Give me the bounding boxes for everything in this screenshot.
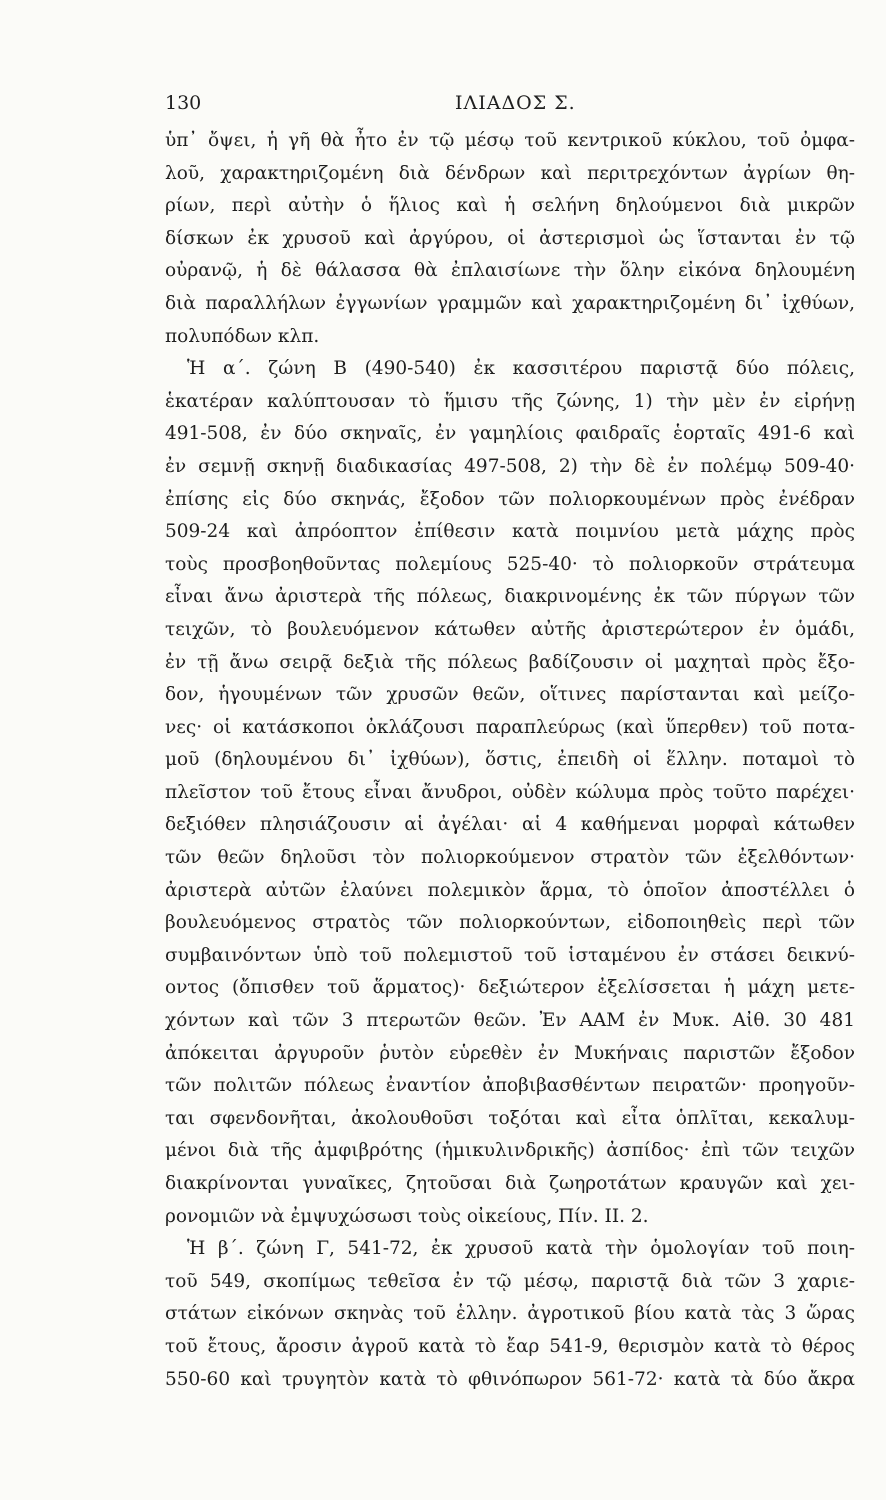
text-line: ρονομιῶν νὰ ἐμψυχώσωσι τοὺς οἰκείους, Πίν. ΙΙ. 2. [165,1205,649,1227]
text-line: τειχῶν, τὸ βουλευόμενον κάτωθεν αὐτῆς ἀριστερώτερον ἐν ὁμάδι, [165,618,855,640]
text-line: 491-508, ἐν δύο σκηναῖς, ἐν γαμηλίοις φαιδραῖς ἑορταῖς 491-6 καὶ [165,423,855,445]
body-text [165,125,855,1396]
text-line: μοῦ (δηλουμένου δι᾽ ἰχθύων), ὅστις, ἐπειδὴ οἱ ἕλλην. ποταμοὶ τὸ [165,749,855,771]
text-line: τῶν θεῶν δηλοῦσι τὸν πολιορκούμενον στρατὸν τῶν ἐξελθόντων· [165,847,855,869]
text-line: νες· οἱ κατάσκοποι ὀκλάζουσι παραπλεύρως (καὶ ὕπερθεν) τοῦ ποτα- [165,716,855,738]
text-line: ἀριστερὰ αὐτῶν ἐλαύνει πολεμικὸν ἅρμα, τὸ ὁποῖον ἀποστέλλει ὁ [165,879,855,901]
running-head [165,92,855,124]
text-line: στάτων εἰκόνων σκηνὰς τοῦ ἑλλην. ἀγροτικοῦ βίου κατὰ τὰς 3 ὥρας [165,1303,855,1325]
text-line: τοῦ 549, σκοπίμως τεθεῖσα ἐν τῷ μέσῳ, παριστᾷ διὰ τῶν 3 χαριε- [165,1270,855,1292]
text-line: βουλευόμενος στρατὸς τῶν πολιορκούντων, εἰδοποιηθεὶς περὶ τῶν [165,912,855,934]
text-line: εἶναι ἄνω ἀριστερὰ τῆς πόλεως, διακρινομένης ἐκ τῶν πύργων τῶν [165,586,855,608]
text-line: δεξιόθεν πλησιάζουσιν αἱ ἀγέλαι· αἱ 4 καθήμεναι μορφαὶ κάτωθεν [165,814,855,836]
text-line: διὰ παραλλήλων ἐγγωνίων γραμμῶν καὶ χαρακτηριζομένη δι᾽ ἰχθύων, [165,292,855,314]
running-title: ΙΛΙΑΔΟΣ Σ. [455,92,576,114]
text-line: 509-24 καὶ ἀπρόοπτον ἐπίθεσιν κατὰ ποιμνίου μετὰ μάχης πρὸς [165,521,855,543]
text-line: διακρίνονται γυναῖκες, ζητοῦσαι διὰ ζωηροτάτων κραυγῶν καὶ χει- [165,1173,855,1194]
paragraph-start-line: Ἡ α΄. ζώνη Β (490-540) ἐκ κασσιτέρου παριστᾷ δύο πόλεις, [187,358,855,380]
text-line: τῶν πολιτῶν πόλεως ἐναντίον ἀποβιβασθέντων πειρατῶν· προηγοῦν- [165,1075,855,1097]
text-line: τοὺς προσβοηθοῦντας πολεμίους 525-40· τὸ πολιορκοῦν στράτευμα [165,553,855,575]
text-line: πολυπόδων κλπ. [165,325,320,347]
page-number: 130 [165,92,202,114]
text-line: ἐπίσης εἰς δύο σκηνάς, ἔξοδον τῶν πολιορκουμένων πρὸς ἐνέδραν [165,488,855,510]
paragraph-start-line: Ἡ β΄. ζώνη Γ, 541-72, ἐκ χρυσοῦ κατὰ τὴν ὁμολογίαν τοῦ ποιη- [187,1238,855,1260]
text-line: δον, ἡγουμένων τῶν χρυσῶν θεῶν, οἵτινες παρίστανται καὶ μείζο- [165,684,855,706]
text-line: χόντων καὶ τῶν 3 πτερωτῶν θεῶν. Ἐν ΑΑΜ ἐν Μυκ. Αἰθ. 30 481 [165,1010,855,1032]
text-line: τοῦ ἔτους, ἄροσιν ἀγροῦ κατὰ τὸ ἔαρ 541-9, θερισμὸν κατὰ τὸ θέρος [165,1335,855,1357]
text-line: δίσκων ἐκ χρυσοῦ καὶ ἀργύρου, οἱ ἀστερισμοὶ ὡς ἵστανται ἐν τῷ [165,227,855,249]
text-line: ἑκατέραν καλύπτουσαν τὸ ἥμισυ τῆς ζώνης, 1) τὴν μὲν ἐν εἰρήνῃ [165,390,855,412]
text-line: ται σφενδονῆται, ἀκολουθοῦσι τοξόται καὶ εἶτα ὁπλῖται, κεκαλυμ- [165,1107,855,1129]
text-line: μένοι διὰ τῆς ἀμφιβρότης (ἡμικυλινδρικῆς) ἀσπίδος· ἐπὶ τῶν τειχῶν [165,1140,855,1162]
text-line: 550-60 καὶ τρυγητὸν κατὰ τὸ φθινόπωρον 561-72· κατὰ τὰ δύο ἄκρα [165,1368,855,1390]
text-line: οντος (ὄπισθεν τοῦ ἅρματος)· δεξιώτερον ἐξελίσσεται ἡ μάχη μετε- [165,977,855,999]
text-line: λοῦ, χαρακτηριζομένη διὰ δένδρων καὶ περιτρεχόντων ἀγρίων θη- [165,162,855,184]
text-line: οὐρανῷ, ἡ δὲ θάλασσα θὰ ἐπλαισίωνε τὴν ὅλην εἰκόνα δηλουμένη [165,260,855,282]
text-line: συμβαινόντων ὑπὸ τοῦ πολεμιστοῦ τοῦ ἱσταμένου ἐν στάσει δεικνύ- [165,944,855,966]
text-line: ἀπόκειται ἀργυροῦν ῥυτὸν εὑρεθὲν ἐν Μυκήναις παριστῶν ἔξοδον [165,1042,855,1064]
text-line: ὑπ᾽ ὄψει, ἡ γῆ θὰ ἦτο ἐν τῷ μέσῳ τοῦ κεντρικοῦ κύκλου, τοῦ ὀμφα- [165,130,855,151]
text-line: πλεῖστον τοῦ ἔτους εἶναι ἄνυδροι, οὐδὲν κώλυμα πρὸς τοῦτο παρέχει· [165,781,855,803]
text-line: ρίων, περὶ αὐτὴν ὁ ἥλιος καὶ ἡ σελήνη δηλούμενοι διὰ μικρῶν [165,195,855,217]
text-line: ἐν σεμνῇ σκηνῇ διαδικασίας 497-508, 2) τὴν δὲ ἐν πολέμῳ 509-40· [165,455,855,477]
text-line: ἐν τῇ ἄνω σειρᾷ δεξιὰ τῆς πόλεως βαδίζουσιν οἱ μαχηταὶ πρὸς ἔξο- [165,651,855,673]
